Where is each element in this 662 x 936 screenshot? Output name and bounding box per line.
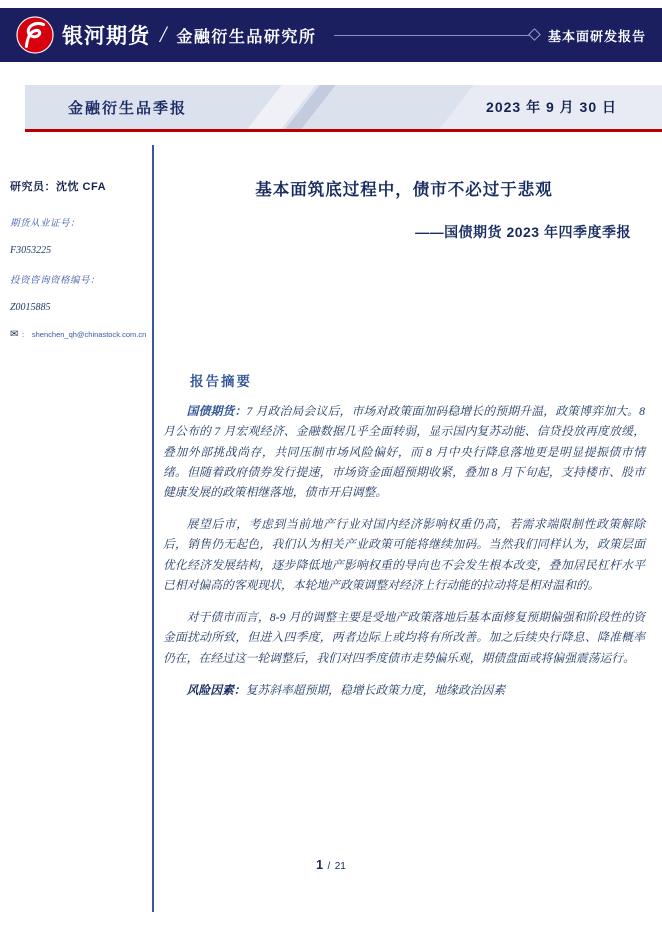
risk-text: 复苏斜率超预期，稳增长政策力度，地缘政治因素 (245, 682, 506, 697)
paragraph-text: 7 月政治局会议后，市场对政策面加码稳增长的预期升温，政策博弈加大。8 月公布的 7 月宏观经济、金融数据几乎全面转弱，显示国内复苏动能、信贷投放再度放缓，叠加外部挑战尚存，共同压制市场风险偏好，而 8 月中央行降息落地更是明显提振债市情绪。但随着政府债券发行提速，市场资金面超预期收紧，叠加 8 月下旬起，支持楼市、股市健康发展的政策相继落地，债市开启调整。 (163, 404, 645, 500)
institute-name: 金融衍生品研究所 (176, 28, 317, 46)
email-colon: ： (21, 330, 29, 339)
envelope-icon: ✉ (10, 329, 19, 340)
email-link[interactable]: shenchen_qh@chinastock.com.cn (31, 330, 147, 339)
brand-divider: / (160, 22, 167, 47)
advisor-label: 投资咨询资格编号： (10, 276, 101, 286)
main-content (163, 150, 645, 712)
risk-factors-paragraph (163, 680, 645, 700)
summary-paragraph (163, 607, 645, 668)
summary-paragraph (163, 514, 645, 595)
paragraph-text: 对于债市而言，8-9 月的调整主要是受地产政策落地后基本面修复预期偏强和阶段性的资金面扰动所致，但进入四季度，两者边际上或均将有所改善。加之后续央行降息、降准概率仍在，在经过这一轮调整后，我们对四季度债市走势偏乐观，期债盘面或将偏强震荡运行。 (163, 610, 645, 665)
researcher-name: 研究员：沈忱 CFA (10, 181, 107, 193)
page-footer (0, 856, 662, 874)
paragraph-text: 展望后市，考虑到当前地产行业对国内经济影响权重仍高，若需求端限制性政策解除后，销售仍无起色，我们认为相关产业政策可能将继续加码。当然我们同样认为，政策层面优化经济发展结构，逐步降低地产影响权重的导向也不会发生根本改变，叠加居民杠杆水平已相对偏高的客观现状，本轮地产政策调整对经济上行动能的拉动将是相对温和的。 (163, 517, 645, 593)
summary-paragraph (163, 401, 645, 502)
researcher-sidebar (10, 178, 148, 340)
sub-header-band (25, 85, 662, 132)
report-title: 基本面筑底过程中，债市不必过于悲观 (255, 181, 553, 199)
license-label: 期货从业证号： (10, 219, 81, 229)
risk-label: 风险因素： (186, 682, 246, 697)
header-rule (334, 35, 534, 36)
report-date: 2023 年 9 月 30 日 (486, 99, 617, 115)
page-separator: / (327, 861, 331, 872)
page-number: 1 (316, 858, 324, 872)
summary-heading: 报告摘要 (190, 374, 252, 389)
top-header-bar (0, 8, 662, 62)
brand-name: 银河期货 (62, 25, 150, 48)
galaxy-futures-logo-icon (16, 16, 54, 54)
report-subtitle: ——国债期货 2023 年四季度季报 (415, 224, 631, 240)
license-number: F3053225 (10, 245, 52, 256)
vertical-divider (152, 145, 154, 912)
report-type-label: 基本面研发报告 (547, 28, 646, 44)
paragraph-label: 国债期货： (186, 404, 247, 418)
email-row (10, 329, 148, 340)
advisor-number: Z0015885 (10, 302, 51, 313)
page-total: 21 (334, 861, 346, 872)
diamond-icon (528, 28, 541, 41)
report-series-title: 金融衍生品季报 (68, 99, 188, 117)
